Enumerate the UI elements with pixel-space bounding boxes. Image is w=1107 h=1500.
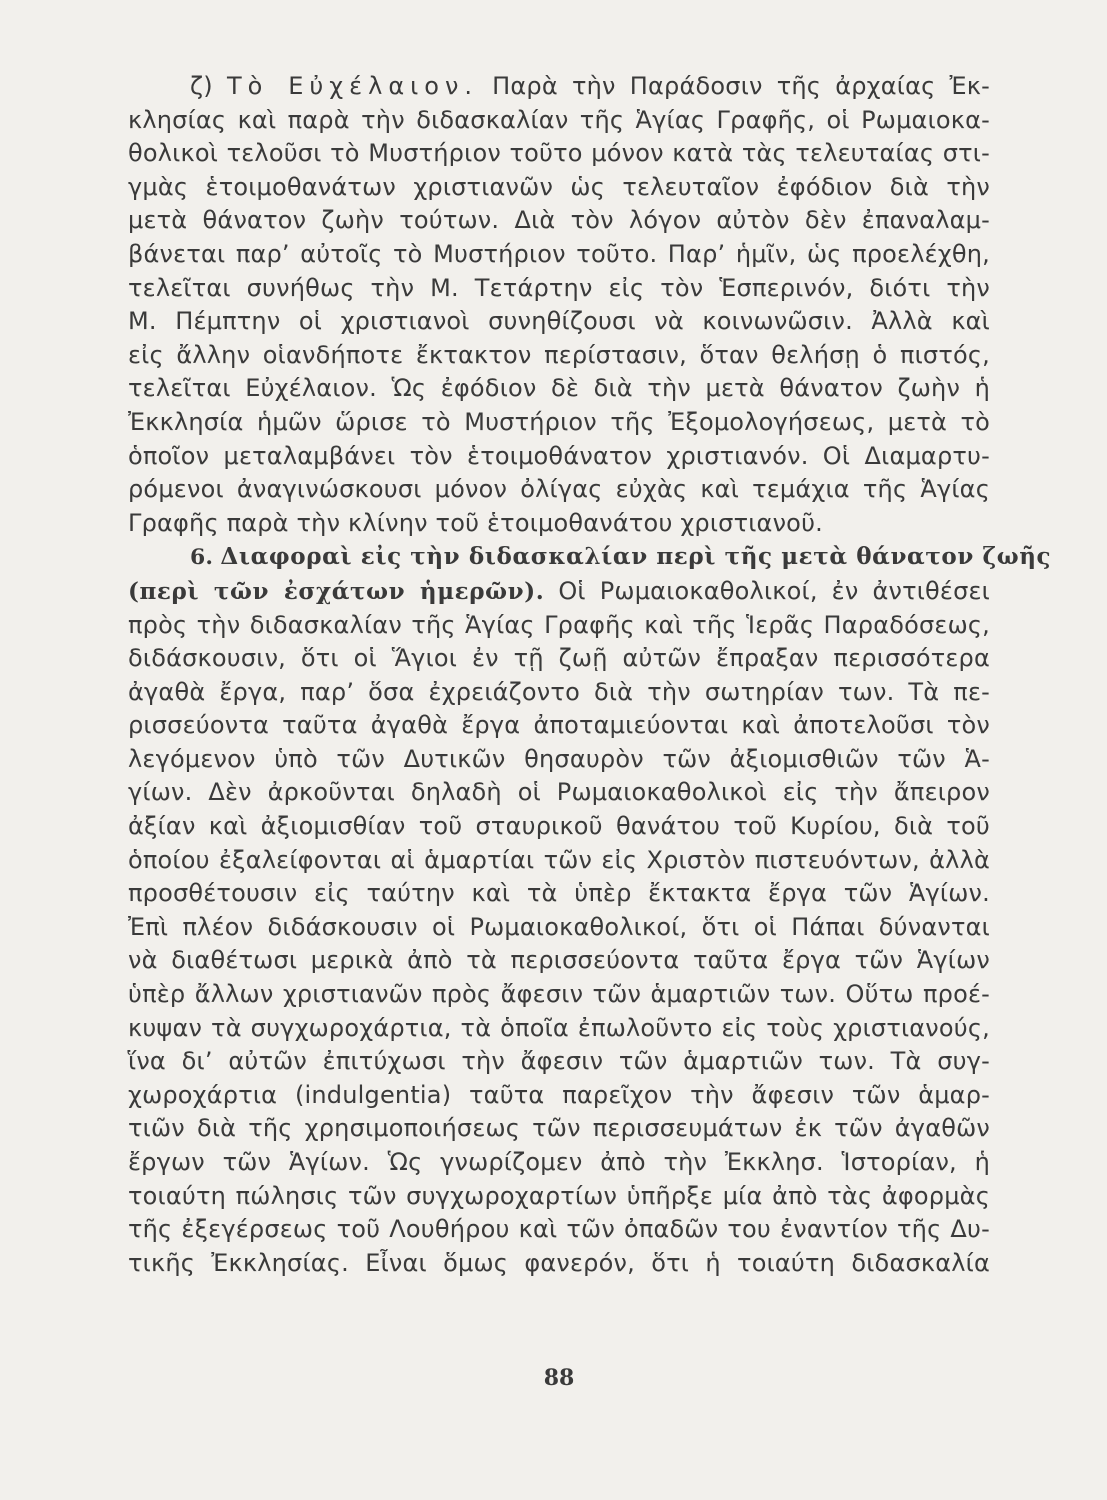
- text-line: ρόμενοι ἀναγινώσκουσι μόνον ὀλίγας εὐχὰς καὶ τεμάχια τῆς Ἁγίας: [128, 475, 990, 504]
- book-page: [128, 70, 1052, 1450]
- section-6-heading-cont: (περὶ τῶν ἐσχάτων ἡμερῶν).: [128, 577, 545, 605]
- text-line: χωροχάρτια (indulgentia) ταῦτα παρεῖχον τὴν ἄφεσιν τῶν ἁμαρ-: [128, 1080, 990, 1109]
- text-line: Ἐκκλησία ἡμῶν ὥρισε τὸ Μυστήριον τῆς Ἐξομολογήσεως, μετὰ τὸ: [128, 407, 990, 436]
- text-line: τῆς ἐξεγέρσεως τοῦ Λουθήρου καὶ τῶν ὀπαδῶν του ἐναντίον τῆς Δυ-: [128, 1215, 990, 1244]
- text-line: νὰ διαθέτωσι μερικὰ ἀπὸ τὰ περισσεύοντα ταῦτα ἔργα τῶν Ἁγίων: [128, 946, 990, 975]
- section-6-paragraph: [128, 540, 1052, 1280]
- text-line: ρισσεύοντα ταῦτα ἀγαθὰ ἔργα ἀποταμιεύονται καὶ ἀποτελοῦσι τὸν: [128, 711, 990, 740]
- section-z-label: ζ): [190, 72, 213, 100]
- text-line: [128, 70, 990, 104]
- text-line: τελεῖται συνήθως τὴν Μ. Τετάρτην εἰς τὸν Ἑσπερινόν, διότι τὴν: [128, 273, 990, 302]
- text-line: [128, 540, 1052, 575]
- text-line: τιῶν διὰ τῆς χρησιμοποιήσεως τῶν περισσευμάτων ἐκ τῶν ἀγαθῶν: [128, 1114, 990, 1143]
- text-line: γμὰς ἑτοιμοθανάτων χριστιανῶν ὡς τελευταῖον ἐφόδιον διὰ τὴν: [128, 172, 990, 201]
- text-line: θολικοὶ τελοῦσι τὸ Μυστήριον τοῦτο μόνον κατὰ τὰς τελευταίας στι-: [128, 139, 990, 168]
- text-line: εἰς ἄλλην οἱανδήποτε ἔκτακτον περίστασιν, ὅταν θελήσῃ ὁ πιστός,: [128, 340, 990, 369]
- text-line: [128, 575, 990, 609]
- text-line: τελεῖται Εὐχέλαιον. Ὡς ἐφόδιον δὲ διὰ τὴν μετὰ θάνατον ζωὴν ἡ: [128, 374, 990, 403]
- text-line: κυψαν τὰ συγχωροχάρτια, τὰ ὁποῖα ἐπωλοῦντο εἰς τοὺς χριστιανούς,: [128, 1013, 990, 1042]
- text-line: κλησίας καὶ παρὰ τὴν διδασκαλίαν τῆς Ἁγίας Γραφῆς, οἱ Ρωμαιοκα-: [128, 105, 990, 134]
- section-6-number: 6.: [190, 544, 214, 571]
- section-6-heading: Διαφοραὶ εἰς τὴν διδασκαλίαν περὶ τῆς μετὰ θάνατον ζωῆς: [220, 543, 1052, 571]
- text-line: τοιαύτη πώλησις τῶν συγχωροχαρτίων ὑπῆρξε μία ἀπὸ τὰς ἀφορμὰς: [128, 1181, 990, 1210]
- section-z-title: Τὸ Εὐχέλαιον.: [226, 72, 478, 100]
- text-line: λεγόμενον ὑπὸ τῶν Δυτικῶν θησαυρὸν τῶν ἀξιομισθιῶν τῶν Ἁ-: [128, 744, 990, 773]
- text-line: ἔργων τῶν Ἁγίων. Ὡς γνωρίζομεν ἀπὸ τὴν Ἐκκλησ. Ἱστορίαν, ἡ: [128, 1148, 990, 1176]
- text-line: γίων. Δὲν ἀρκοῦνται δηλαδὴ οἱ Ρωμαιοκαθολικοὶ εἰς τὴν ἄπειρον: [128, 778, 990, 807]
- text-line: Ἐπὶ πλέον διδάσκουσιν οἱ Ρωμαιοκαθολικοί, ὅτι οἱ Πάπαι δύνανται: [128, 912, 990, 941]
- text-line: Γραφῆς παρὰ τὴν κλίνην τοῦ ἑτοιμοθανάτου χριστιανοῦ.: [128, 508, 823, 537]
- text-line: τικῆς Ἐκκλησίας. Εἶναι ὅμως φανερόν, ὅτι ἡ τοιαύτη διδασκαλία: [128, 1248, 990, 1277]
- text-line: προσθέτουσιν εἰς ταύτην καὶ τὰ ὑπὲρ ἔκτακτα ἔργα τῶν Ἁγίων.: [128, 879, 990, 908]
- text-line: μετὰ θάνατον ζωὴν τούτων. Διὰ τὸν λόγον αὐτὸν δὲν ἐπαναλαμ-: [128, 206, 990, 235]
- text-line: διδάσκουσιν, ὅτι οἱ Ἅγιοι ἐν τῇ ζωῇ αὐτῶν ἔπραξαν περισσότερα: [128, 644, 990, 673]
- text-line: πρὸς τὴν διδασκαλίαν τῆς Ἁγίας Γραφῆς καὶ τῆς Ἱερᾶς Παραδόσεως,: [128, 610, 990, 639]
- text-line: ὁποίου ἐξαλείφονται αἱ ἁμαρτίαι τῶν εἰς Χριστὸν πιστευόντων, ἀλλὰ: [128, 845, 990, 874]
- text-line: ἀξίαν καὶ ἀξιομισθίαν τοῦ σταυρικοῦ θανάτου τοῦ Κυρίου, διὰ τοῦ: [128, 812, 990, 841]
- text-fragment: Παρὰ τὴν Παράδοσιν τῆς ἀρχαίας Ἐκ-: [492, 72, 990, 100]
- text-line: ὑπὲρ ἄλλων χριστιανῶν πρὸς ἄφεσιν τῶν ἁμαρτιῶν των. Οὕτω προέ-: [128, 980, 990, 1009]
- page-number: 88: [543, 1365, 575, 1391]
- text-line: Μ. Πέμπτην οἱ χριστιανοὶ συνηθίζουσι νὰ κοινωνῶσιν. Ἀλλὰ καὶ: [128, 307, 990, 336]
- text-line: βάνεται παρ’ αὐτοῖς τὸ Μυστήριον τοῦτο. Παρ’ ἡμῖν, ὡς προελέχθη,: [128, 239, 990, 268]
- section-z-paragraph: [128, 70, 990, 540]
- text-line: ὁποῖον μεταλαμβάνει τὸν ἑτοιμοθάνατον χριστιανόν. Οἱ Διαμαρτυ-: [128, 441, 990, 470]
- text-line: ἵνα δι’ αὐτῶν ἐπιτύχωσι τὴν ἄφεσιν τῶν ἁμαρτιῶν των. Τὰ συγ-: [128, 1047, 990, 1076]
- text-fragment: Οἱ Ρωμαιοκαθολικοί, ἐν ἀντιθέσει: [558, 576, 990, 605]
- text-line: ἀγαθὰ ἔργα, παρ’ ὅσα ἐχρειάζοντο διὰ τὴν σωτηρίαν των. Τὰ πε-: [128, 677, 990, 706]
